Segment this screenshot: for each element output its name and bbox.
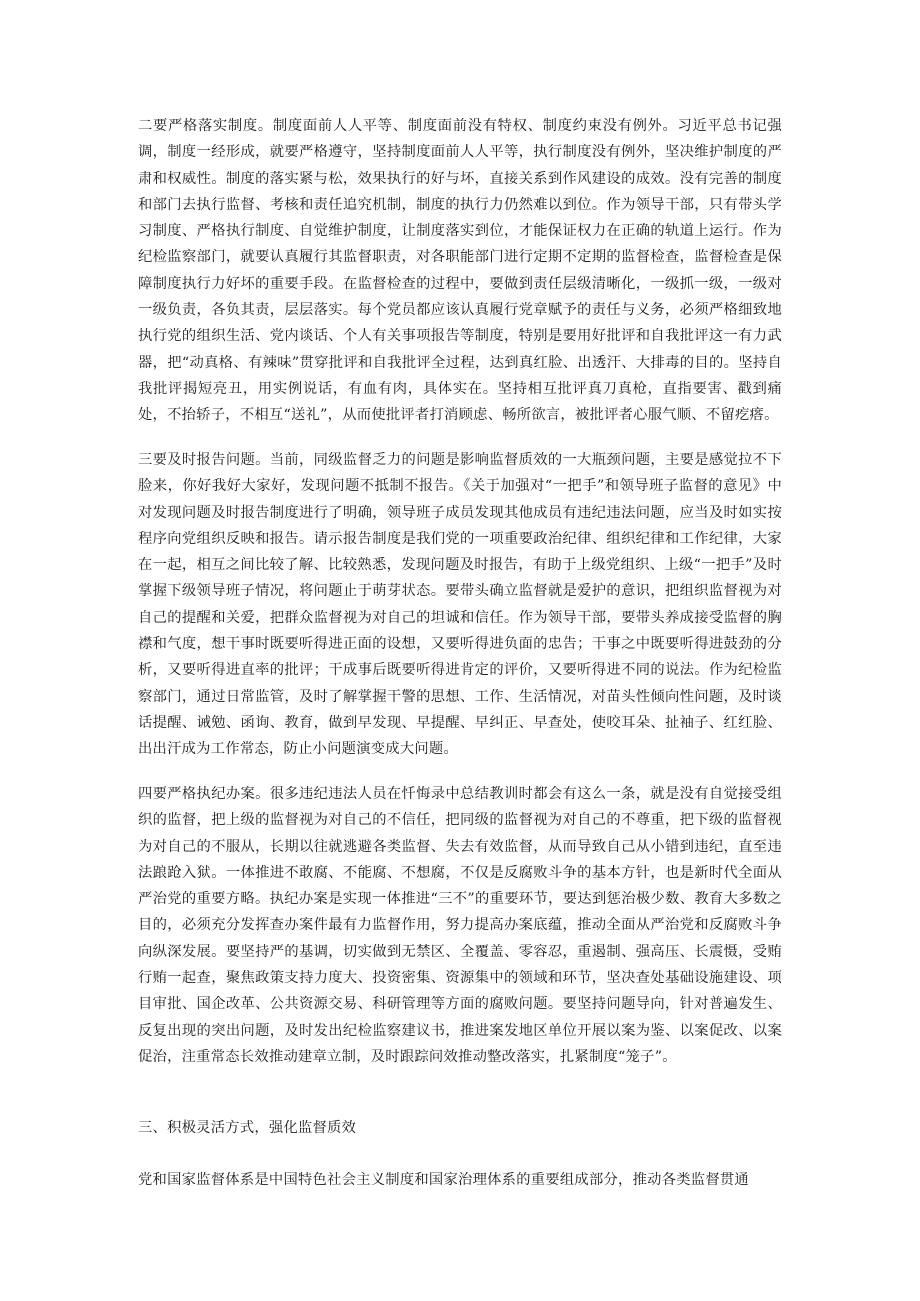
section-heading: 三、积极灵活方式，强化监督质效 — [138, 1120, 357, 1136]
paragraph-strict-discipline: 四要严格执纪办案。很多违纪违法人员在忏悔录中总结教训时都会有这么一条，就是没有自觉接受组织的监督，把上级的监督视为对自己的不信任，把同级的监督视为对自己的不尊重，把下级的监督视为对自己的不服从，长期以往就逃避各类监督、失去有效监督，从而导致自己从小错到违纪，直至违法踉跄入狱。一体推进不敢腐、不能腐、不想腐，不仅是反腐败斗争的基本方针，也是新时代全面从严治党的重要方略。执纪办案是实现一体推进“三不”的重要环节，要达到惩治极少数、教育大多数之目的，必须充分发挥查办案件最有力监督作用，努力提高办案底蕴，推动全面从严治党和反腐败斗争向纵深发展。要坚持严的基调，切实做到无禁区、全覆盖、零容忍，重遏制、强高压、长震慑，受贿行贿一起查，聚焦政策支持力度大、投资密集、资源集中的领域和环节，坚决查处基础设施建设、项目审批、国企改革、公共资源交易、科研管理等方面的腐败问题。要坚持问题导向，针对普遍发生、反复出现的突出问题，及时发出纪检监察建议书，推进案发地区单位开展以案为鉴、以案促改、以案促治，注重常态长效推动建章立制，及时跟踪问效推动整改落实，扎紧制度“笼子”。 — [138, 786, 782, 1065]
paragraph-supervision-system: 党和国家监督体系是中国特色社会主义制度和国家治理体系的重要组成部分，推动各类监督贯通 — [138, 1172, 749, 1188]
paragraph-strict-implementation: 二要严格落实制度。制度面前人人平等、制度面前没有特权、制度约束没有例外。习近平总书记强调，制度一经形成，就要严格遵守，坚持制度面前人人平等，执行制度没有例外，坚决维护制度的严肃和权威性。制度的落实紧与松，效果执行的好与坏，直接关系到作风建设的成效。没有完善的制度和部门去执行监督、考核和责任追究机制，制度的执行力仍然难以到位。作为领导干部，只有带头学习制度、严格执行制度、自觉维护制度，让制度落实到位，才能保证权力在正确的轨道上运行。作为纪检监察部门，就要认真履行其监督职责，对各职能部门进行定期不定期的监督检查，监督检查是保障制度执行力好坏的重要手段。在监督检查的过程中，要做到责任层级清晰化，一级抓一级，一级对一级负责，各负其责，层层落实。每个党员都应该认真履行党章赋予的责任与义务，必须严格细致地执行党的组织生活、党内谈话、个人有关事项报告等制度，特别是要用好批评和自我批评这一有力武器，把“动真格、有辣味”贯穿批评和自我批评全过程，达到真红脸、出透汗、大排毒的目的。坚持自我批评揭短亮丑，用实例说话，有血有肉，具体实在。坚持相互批评真刀真枪，直指要害、戳到痛处，不抬轿子，不相互“送礼”，从而使批评者打消顾虑、畅所欲言，被批评者心服气顺、不留疙瘩。 — [138, 118, 782, 424]
paragraph-timely-reporting: 三要及时报告问题。当前，同级监督乏力的问题是影响监督质效的一大瓶颈问题，主要是感觉拉不下脸来，你好我好大家好，发现问题不抵制不报告。《关于加强对“一把手”和领导班子监督的意见》中对发现问题及时报告制度进行了明确，领导班子成员发现其他成员有违纪违法问题，应当及时如实按程序向党组织反映和报告。请示报告制度是我们党的一项重要政治纪律、组织纪律和工作纪律，大家在一起，相互之间比较了解、比较熟悉，发现问题及时报告，有助于上级党组织、上级“一把手”及时掌握下级领导班子情况，将问题止于萌芽状态。要带头确立监督就是爱护的意识，把组织监督视为对自己的提醒和关爱，把群众监督视为对自己的坦诚和信任。作为领导干部，要带头养成接受监督的胸襟和气度，想干事时既要听得进正面的设想，又要听得进负面的忠告；干事之中既要听得进鼓劲的分析，又要听得进直率的批评；干成事后既要听得进肯定的评价，又要听得进不同的说法。作为纪检监察部门，通过日常监管，及时了解掌握干警的思想、工作、生活情况，对苗头性倾向性问题，及时谈话提醒、诫勉、函询、教育，做到早发现、早提醒、早纠正、早查处，使咬耳朵、扯袖子、红红脸、出出汗成为工作常态，防止小问题演变成大问题。 — [138, 452, 782, 758]
